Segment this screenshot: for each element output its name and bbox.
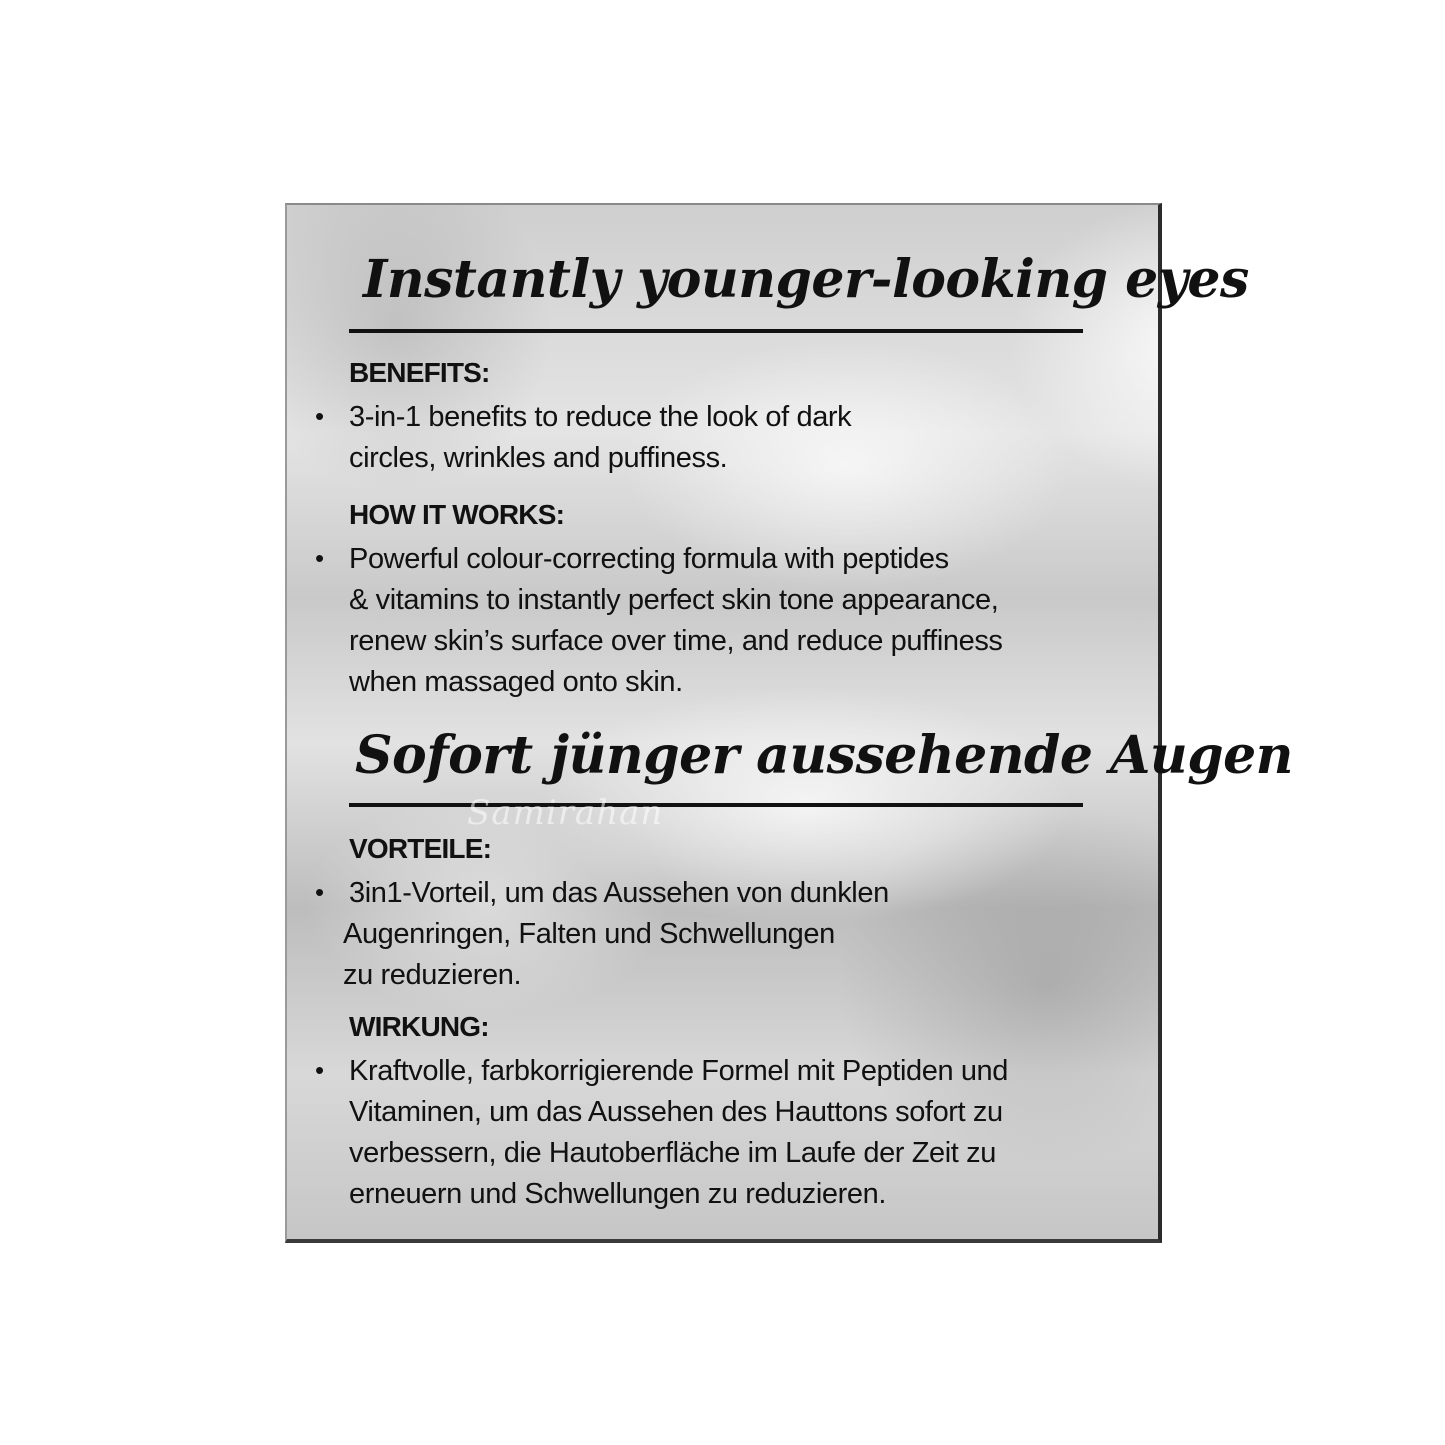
how-it-works-line: & vitamins to instantly perfect skin tone appearance,: [349, 584, 999, 616]
how-it-works-line: when massaged onto skin.: [349, 666, 683, 698]
wirkung-line: Vitaminen, um das Aussehen des Hauttons sofort zu: [349, 1096, 1003, 1128]
how-it-works-label: HOW IT WORKS:: [349, 499, 565, 530]
how-it-works-line: renew skin’s surface over time, and reduce puffiness: [349, 625, 1003, 657]
benefits-label: BENEFITS:: [349, 357, 490, 388]
benefits-line: circles, wrinkles and puffiness.: [349, 442, 728, 474]
vorteile-text: [343, 873, 889, 996]
how-it-works-bullet: •: [315, 543, 325, 573]
vorteile-bullet: •: [315, 877, 325, 907]
wirkung-line: Kraftvolle, farbkorrigierende Formel mit Peptiden und: [349, 1055, 1009, 1087]
vorteile-line: Augenringen, Falten und Schwellungen: [343, 918, 835, 950]
product-box-back-panel: [285, 203, 1293, 1243]
how-it-works-text: [349, 539, 1003, 703]
wirkung-label: WIRKUNG:: [349, 1011, 489, 1042]
watermark: Samirahan: [467, 793, 664, 833]
benefits-line: 3-in-1 benefits to reduce the look of dark: [349, 401, 852, 433]
english-heading: Instantly younger-looking eyes: [363, 249, 1249, 310]
how-it-works-line: Powerful colour-correcting formula with peptides: [349, 543, 949, 575]
vorteile-label: VORTEILE:: [349, 833, 492, 864]
english-heading-rule: [349, 329, 1083, 333]
benefits-bullet: •: [315, 401, 325, 431]
vorteile-line: 3in1-Vorteil, um das Aussehen von dunklen: [349, 877, 889, 909]
wirkung-text: [349, 1051, 1008, 1215]
wirkung-line: erneuern und Schwellungen zu reduzieren.: [349, 1178, 886, 1210]
vorteile-line: zu reduzieren.: [343, 959, 522, 991]
german-heading: Sofort jünger aussehende Augen: [355, 725, 1293, 786]
german-heading-rule: [349, 803, 1083, 807]
wirkung-line: verbessern, die Hautoberfläche im Laufe der Zeit zu: [349, 1137, 996, 1169]
wirkung-bullet: •: [315, 1055, 325, 1085]
benefits-text: [349, 397, 851, 479]
